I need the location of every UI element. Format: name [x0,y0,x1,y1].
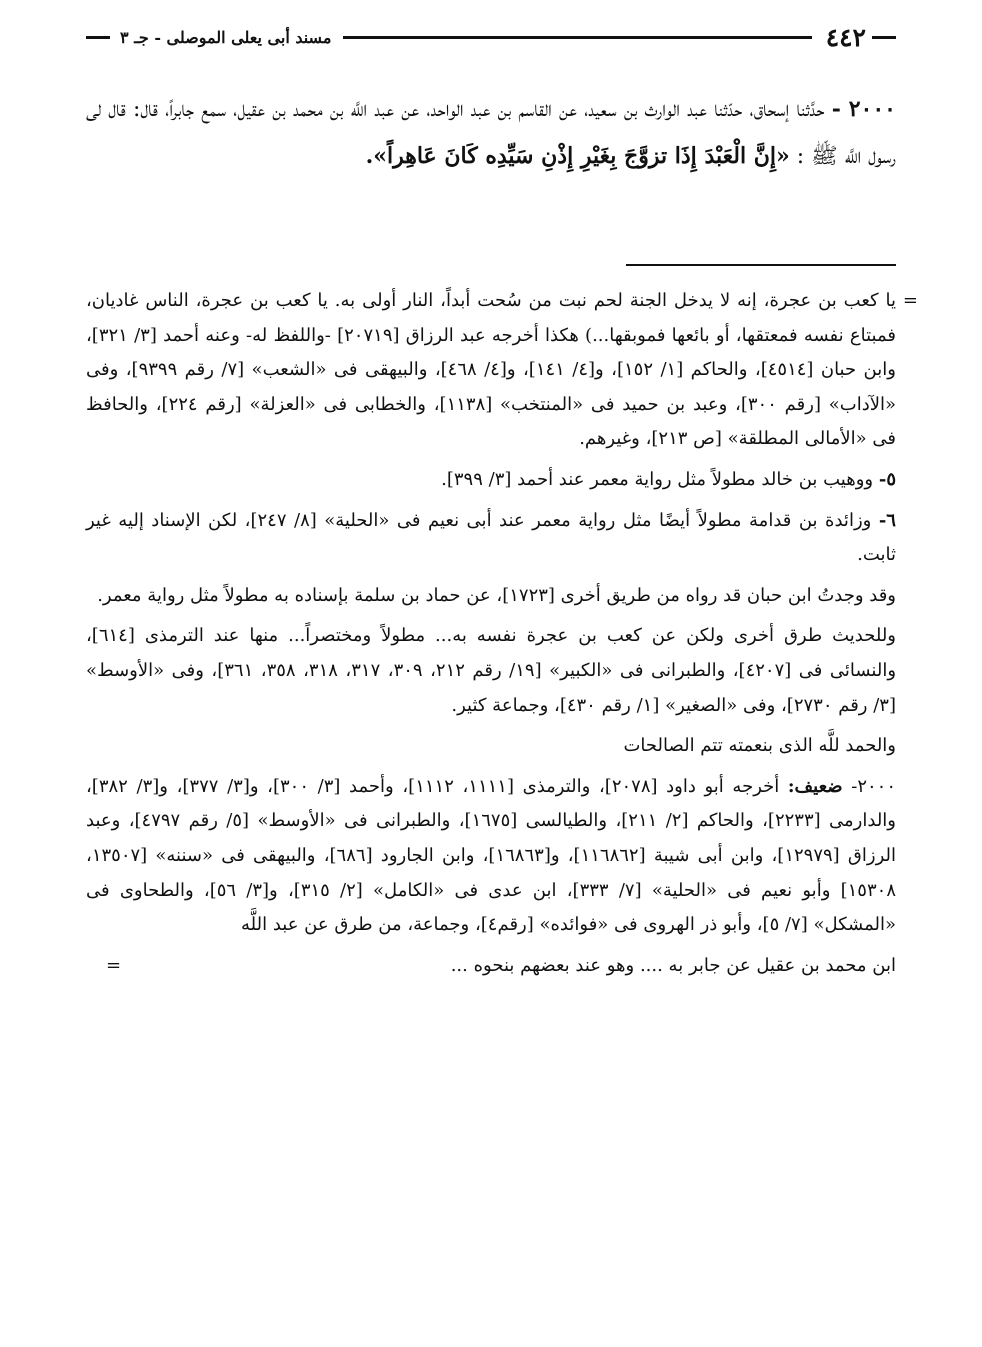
footnote-text: أخرجه أبو داود [٢٠٧٨]، والترمذى [١١١١، ١١١٢]، وأحمد [٣/ ٣٠٠]، و[٣/ ٣٧٧]، و[٣/ ٣٨٢]، والدارمى [٢٢٣٣]، والحاكم [٢/ ٢١١]، والطيالسى [١٦٧٥]، والطبرانى فى «الأوسط» [٥/ رقم ٤٧٩٧]، وعبد الرزاق [١٢٩٧٩]، وابن أبى شيبة [١١٦٨٦٢]، و[١٦٨٦٣]، وابن الجارود [٦٨٦]، والبيهقى فى «سننه» [١٣٥٠٧، ١٥٣٠٨] وأبو نعيم فى «الحلية» [٧/ ٣٣٣]، ابن عدى فى «الكامل» [٢/ ٣١٥]، و[٣/ ٥٦]، والطحاوى فى «المشكل» [٧/ ٥]، وأبو ذر الهروى فى «فوائده» [رقم٤]، وجماعة، من طرق عن عبد اللَّه [86,775,896,936]
footnote-text: يا كعب بن عجرة، إنه لا يدخل الجنة لحم نبت من سُحت أبداً، النار أولى به. يا كعب بن عجرة، الناس غاديان، فمبتاع نفسه فمعتقها، أو بائعها فموبقها...) هكذا أخرجه عبد الرزاق [٢٠٧١٩] -واللفظ له- وعنه أحمد [٣/ ٣٢١]، وابن حبان [٤٥١٤]، والحاكم [١/ ١٥٢]، و[٤/ ١٤١]، و[٤/ ٤٦٨]، والبيهقى فى «الشعب» [٧/ رقم ٩٣٩٩]، وفى «الآداب» [رقم ٣٠٠]، وعبد بن حميد فى «المنتخب» [١١٣٨]، والخطابى فى «العزلة» [رقم ٢٢٤]، والحافظ فى «الأمالى المطلقة» [ص ٢١٣]، وغيرهم. [86,290,896,450]
header-dash-end [86,36,110,39]
item-number: ٦- [878,509,896,531]
footnote-text: وزائدة بن قدامة مطولاً أيضًا مثل رواية معمر عند أبى نعيم فى «الحلية» [٨/ ٢٤٧]، لكن الإسناد إليه غير ثابت. [86,509,896,566]
footnote-text: ابن محمد بن عقيل عن جابر به .... وهو عند بعضهم بنحوه ... [450,954,896,976]
footnote-item-5 [86,463,896,498]
continued-mark: = [106,954,122,976]
footnote-text: وقد وجدتُ ابن حبان قد رواه من طريق أخرى [١٧٢٣]، عن حماد بن سلمة بإسناده به مطولاً مثل رواية معمر. [97,584,896,606]
running-title: مسند أبى يعلى الموصلى - جـ ٣ [120,27,332,47]
footnote-paragraph [86,579,896,614]
hadith-text [86,86,896,180]
footnote-text: ووهيب بن خالد مطولاً مثل رواية معمر عند أحمد [٣/ ٣٩٩]. [441,468,874,490]
footnote-paragraph [86,619,896,723]
footnote-text: وللحديث طرق أخرى ولكن عن كعب بن عجرة نفسه به... مطولاً ومختصراً... منها عند الترمذى [٦١٤]، والنسائى فى [٤٢٠٧]، والطبرانى فى «الكبير» [١٩/ رقم ٢١٢، ٣٠٩، ٣١٧، ٣١٨، ٣٥٨، ٣٦١]، وفى «الأوسط» [٣/ رقم ٢٧٣٠]، وفى «الصغير» [١/ رقم ٤٣٠]، وجماعة كثير. [86,625,897,716]
footnote-takhrij [86,770,896,943]
header-dash [872,36,896,39]
hadith-matn: «إِنَّ الْعَبْدَ إِذَا تزوَّجَ بِغَيْرِ إِذْنِ سَيِّدِه كَانَ عَاهِراً». [365,143,790,169]
footnotes [86,284,918,989]
hadith-isnad: حدَّثنا إسحاق، حدّثنا عبد الوارث بن سعيد، عن القاسم بن عبد الواحد، عن عبد اللَّه بن محمد بن عقيل، سمع جابراً، قال: قال لى رسول اللَّه ﷺ : [86,97,896,169]
closing-line [86,729,896,764]
footnote-continuation [86,284,918,457]
header-rule [343,36,811,39]
item-number: ٢٠٠٠- [851,775,896,797]
book-page [86,20,918,1320]
page-header [86,20,896,54]
continuation-mark: = [902,290,918,311]
footnote-last-line [86,949,896,984]
footnote-separator [626,264,896,266]
grade-label: ضعيف: [787,775,843,797]
footnote-text: والحمد للَّه الذى بنعمته تتم الصالحات [623,735,896,757]
hadith-number: ٢٠٠٠ - [831,96,896,122]
footnote-item-6 [86,504,896,573]
page-number: ٤٤٢ [825,22,866,52]
item-number: ٥- [878,468,896,490]
